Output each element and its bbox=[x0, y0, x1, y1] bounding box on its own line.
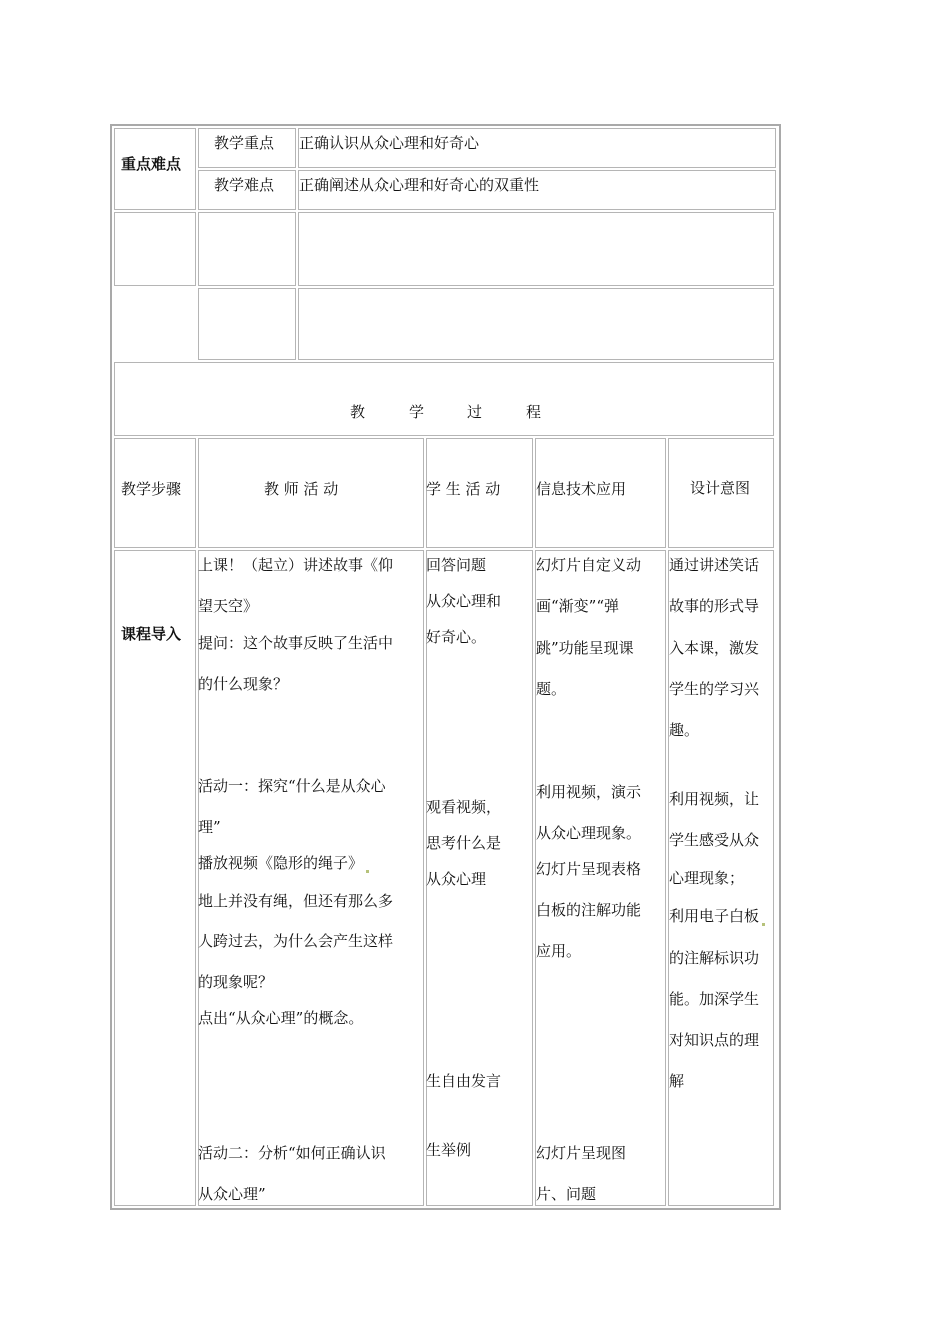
tech-line-9: 应用。 bbox=[536, 942, 582, 960]
intent-line-12: 对知识点的理 bbox=[669, 1031, 760, 1049]
teacher-line-6: 理” bbox=[198, 818, 221, 836]
intent-line-5: 趣。 bbox=[669, 721, 700, 739]
process-title-char-1: 教 bbox=[350, 403, 366, 421]
teacher-line-3: 提问：这个故事反映了生活中 bbox=[198, 634, 394, 652]
intent-line-1: 通过讲述笑话 bbox=[669, 556, 760, 574]
student-line-6: 从众心理 bbox=[426, 870, 487, 888]
tech-line-10: 幻灯片呈现图 bbox=[536, 1144, 627, 1162]
intent-line-11: 能。加深学生 bbox=[669, 990, 760, 1008]
teacher-line-10: 的现象呢？ bbox=[198, 973, 274, 991]
header-tech: 信息技术应用 bbox=[536, 480, 627, 498]
teacher-line-12: 活动二：分析“如何正确认识 bbox=[198, 1144, 386, 1162]
teacher-line-7: 播放视频《隐形的绳子》 bbox=[198, 853, 369, 873]
header-step: 教学步骤 bbox=[121, 480, 182, 498]
student-line-3: 好奇心。 bbox=[426, 628, 487, 646]
header-intent: 设计意图 bbox=[690, 479, 751, 497]
annotation-dot bbox=[366, 870, 369, 873]
process-title-cell bbox=[114, 362, 774, 436]
intent-line-8: 心理现象； bbox=[669, 869, 745, 887]
tech-line-8: 白板的注解功能 bbox=[536, 901, 642, 919]
tech-line-5: 利用视频，演示 bbox=[536, 783, 642, 801]
student-line-7: 生自由发言 bbox=[426, 1072, 502, 1090]
process-title-char-3: 过 bbox=[467, 403, 483, 421]
teacher-line-8: 地上并没有绳，但还有那么多 bbox=[198, 892, 394, 910]
tech-line-4: 题。 bbox=[536, 680, 567, 698]
row-step: 课程导入 bbox=[121, 625, 182, 643]
teacher-line-5: 活动一：探究“什么是从众心 bbox=[198, 777, 386, 795]
key-point-label-2: 教学难点 bbox=[214, 176, 275, 194]
process-title-char-2: 学 bbox=[409, 403, 425, 421]
student-line-4: 观看视频， bbox=[426, 798, 502, 816]
teacher-line-2: 望天空》 bbox=[198, 597, 259, 615]
student-line-1: 回答问题 bbox=[426, 556, 487, 574]
empty-cell-a1 bbox=[114, 212, 196, 286]
tech-line-1: 幻灯片自定义动 bbox=[536, 556, 642, 574]
empty-cell-a3 bbox=[298, 212, 774, 286]
row-step-cell bbox=[114, 550, 196, 1206]
header-teacher: 教 师 活 动 bbox=[264, 480, 339, 498]
intent-line-6: 利用视频，让 bbox=[669, 790, 760, 808]
intent-line-4: 学生的学习兴 bbox=[669, 680, 760, 698]
intent-line-7: 学生感受从众 bbox=[669, 831, 760, 849]
empty-cell-b2 bbox=[198, 288, 296, 360]
intent-line-9: 利用电子白板 bbox=[669, 906, 765, 926]
key-point-content-1: 正确认识从众心理和好奇心 bbox=[299, 134, 480, 152]
teacher-line-11: 点出“从众心理”的概念。 bbox=[198, 1009, 364, 1027]
student-line-5: 思考什么是 bbox=[426, 834, 502, 852]
key-point-label-1: 教学重点 bbox=[214, 134, 275, 152]
tech-line-2: 画“渐变”“弹 bbox=[536, 597, 620, 615]
empty-cell-b3 bbox=[298, 288, 774, 360]
intent-line-13: 解 bbox=[669, 1072, 685, 1090]
teacher-line-1: 上课！（起立）讲述故事《仰 bbox=[198, 556, 394, 574]
tech-line-3: 跳”功能呈现课 bbox=[536, 639, 634, 657]
intent-line-2: 故事的形式导 bbox=[669, 597, 760, 615]
empty-cell-a2 bbox=[198, 212, 296, 286]
process-title-char-4: 程 bbox=[526, 403, 542, 421]
intent-line-3: 入本课，激发 bbox=[669, 639, 760, 657]
teacher-line-9: 人跨过去，为什么会产生这样 bbox=[198, 932, 394, 950]
teacher-line-4: 的什么现象？ bbox=[198, 675, 289, 693]
student-line-8: 生举例 bbox=[426, 1141, 472, 1159]
annotation-dot bbox=[762, 923, 765, 926]
header-student: 学 生 活 动 bbox=[426, 480, 501, 498]
tech-line-6: 从众心理现象。 bbox=[536, 824, 642, 842]
key-points-label: 重点难点 bbox=[121, 155, 182, 173]
student-line-2: 从众心理和 bbox=[426, 592, 502, 610]
intent-line-10: 的注解标识功 bbox=[669, 949, 760, 967]
tech-line-7: 幻灯片呈现表格 bbox=[536, 860, 642, 878]
key-point-content-2: 正确阐述从众心理和好奇心的双重性 bbox=[299, 176, 540, 194]
tech-line-11: 片、问题 bbox=[536, 1185, 597, 1203]
teacher-line-13: 从众心理” bbox=[198, 1185, 266, 1203]
